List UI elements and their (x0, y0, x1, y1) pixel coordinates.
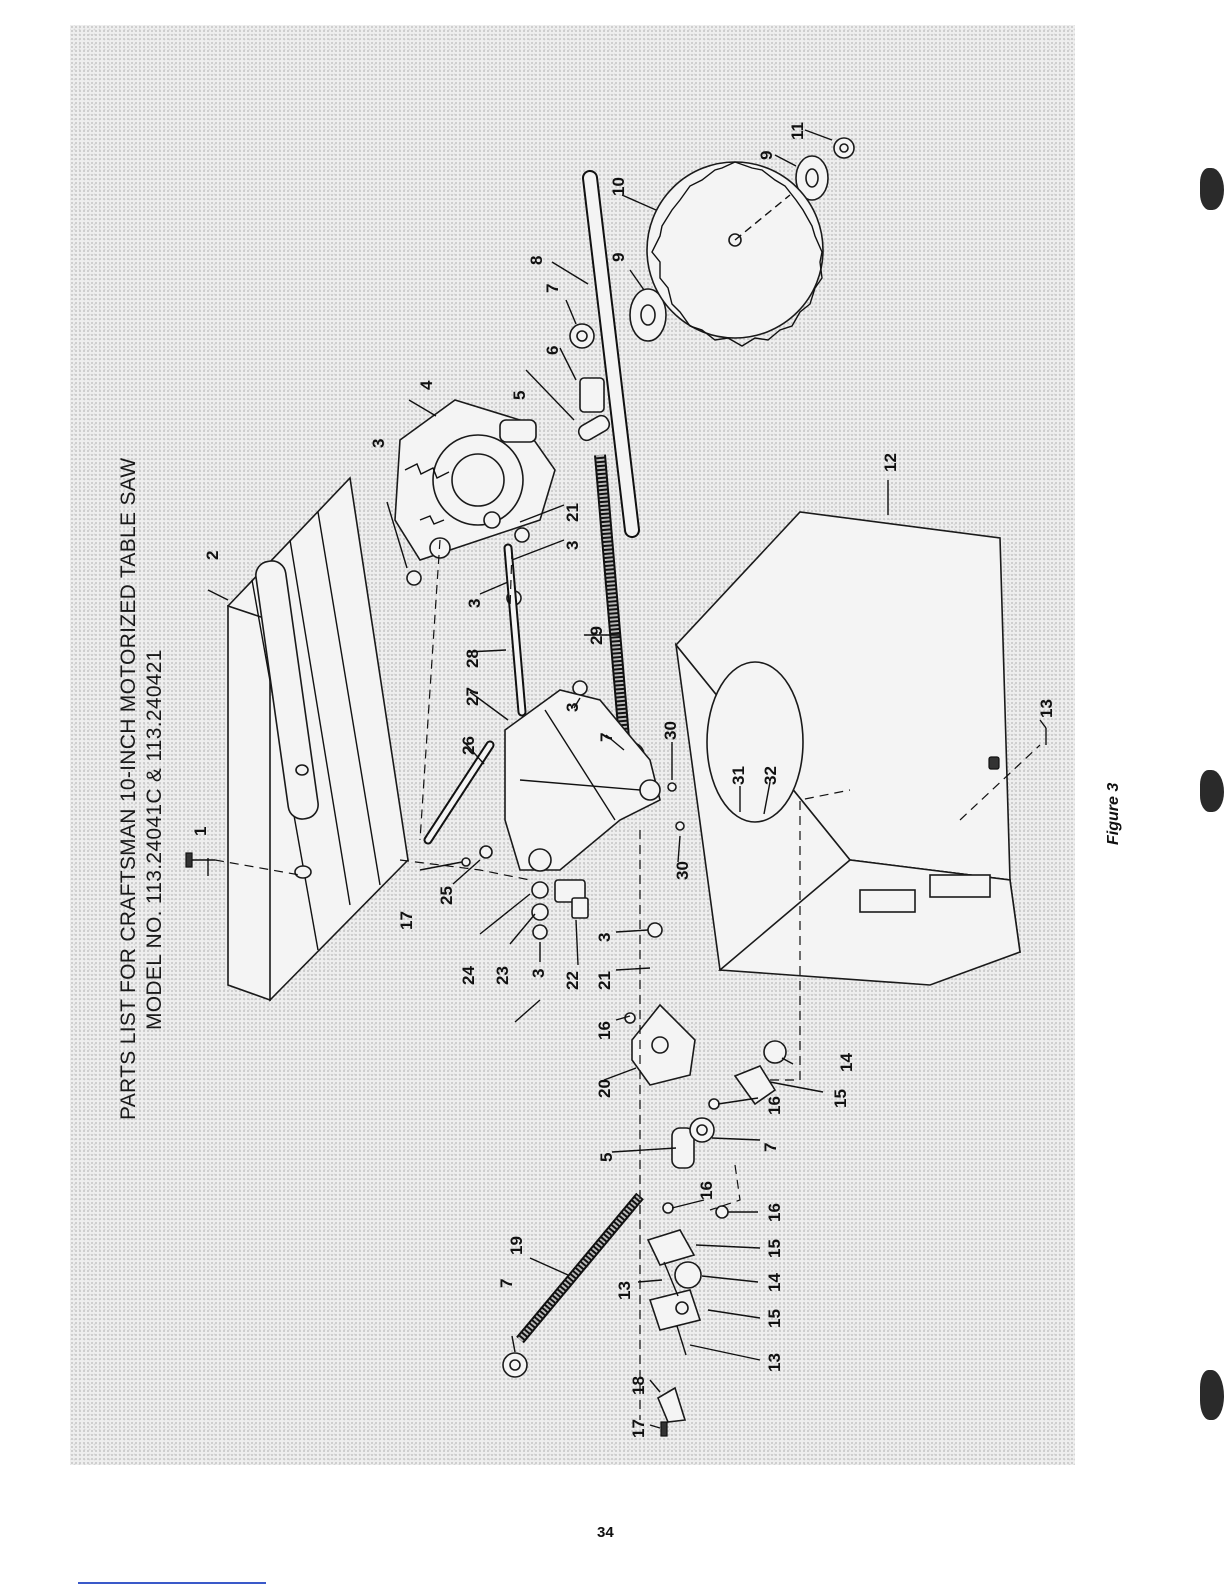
callout-15c: 15 (765, 1309, 784, 1328)
callout-9b: 9 (757, 150, 776, 160)
callout-21a: 21 (563, 503, 582, 522)
page-number: 34 (597, 1524, 614, 1541)
callout-13b: 13 (615, 1281, 634, 1300)
scan-artifact-bottom (1200, 1370, 1224, 1420)
callout-22: 22 (563, 971, 582, 990)
saw-blade-part-10 (647, 162, 823, 346)
callout-2: 2 (203, 550, 222, 560)
callout-7c: 7 (761, 1142, 780, 1152)
callout-8: 8 (527, 255, 546, 265)
callout-3b: 3 (563, 540, 582, 550)
callout-25: 25 (437, 886, 456, 905)
callout-29: 29 (587, 626, 606, 645)
callout-15b: 15 (765, 1239, 784, 1258)
callout-5a: 5 (510, 390, 529, 400)
title-line-2: MODEL NO. 113.24041C & 113.240421 (143, 649, 166, 1030)
callout-11: 11 (788, 122, 807, 140)
callout-5b: 5 (597, 1152, 616, 1162)
callout-21b: 21 (595, 971, 614, 990)
callout-30a: 30 (661, 721, 680, 740)
callout-1: 1 (191, 826, 210, 836)
callout-3a: 3 (369, 438, 388, 448)
motor-part-4 (395, 400, 555, 560)
callout-15a: 15 (831, 1089, 850, 1108)
callout-17b: 17 (629, 1419, 648, 1438)
scan-artifact-middle (1200, 770, 1224, 812)
callout-31: 31 (729, 766, 748, 785)
callout-7d: 7 (497, 1278, 516, 1288)
callout-16b: 16 (765, 1096, 784, 1115)
callout-32: 32 (761, 766, 780, 785)
callout-18: 18 (629, 1376, 648, 1395)
bracket-part-20 (632, 1005, 695, 1085)
cabinet-part-12 (676, 512, 1020, 985)
title-line-1: PARTS LIST FOR CRAFTSMAN 10-INCH MOTORIZED TABLE SAW (117, 457, 140, 1120)
callout-19: 19 (507, 1236, 526, 1255)
callout-27: 27 (463, 687, 482, 706)
title-block (117, 458, 166, 1120)
callout-24: 24 (459, 966, 478, 985)
callout-3c: 3 (465, 598, 484, 608)
scan-artifact-top (1200, 168, 1224, 210)
callout-10: 10 (609, 177, 628, 196)
callout-12: 12 (881, 453, 900, 472)
callout-23: 23 (493, 966, 512, 985)
callout-20: 20 (595, 1079, 614, 1098)
callout-16d: 16 (697, 1181, 716, 1200)
trunnion-bracket-part-27 (505, 690, 660, 871)
callout-7a: 7 (543, 283, 562, 293)
callout-28: 28 (463, 649, 482, 668)
table-top (228, 478, 408, 1000)
callout-7b: 7 (597, 732, 616, 742)
callout-3d: 3 (563, 702, 582, 712)
callout-14a: 14 (837, 1053, 856, 1072)
callout-13a: 13 (765, 1353, 784, 1372)
screw-part-19 (520, 1196, 640, 1340)
figure-label: Figure 3 (1105, 782, 1122, 845)
callout-4: 4 (417, 380, 436, 390)
callout-3e: 3 (529, 968, 548, 978)
callout-6: 6 (543, 345, 562, 355)
callout-3f: 3 (595, 932, 614, 942)
callout-26: 26 (459, 736, 478, 755)
callout-30b: 30 (673, 861, 692, 880)
callout-9a: 9 (609, 252, 628, 262)
callout-16a: 16 (595, 1021, 614, 1040)
callout-13c: 13 (1037, 699, 1056, 718)
callout-16c: 16 (765, 1203, 784, 1222)
callout-17a: 17 (397, 911, 416, 930)
callout-14b: 14 (765, 1273, 784, 1292)
